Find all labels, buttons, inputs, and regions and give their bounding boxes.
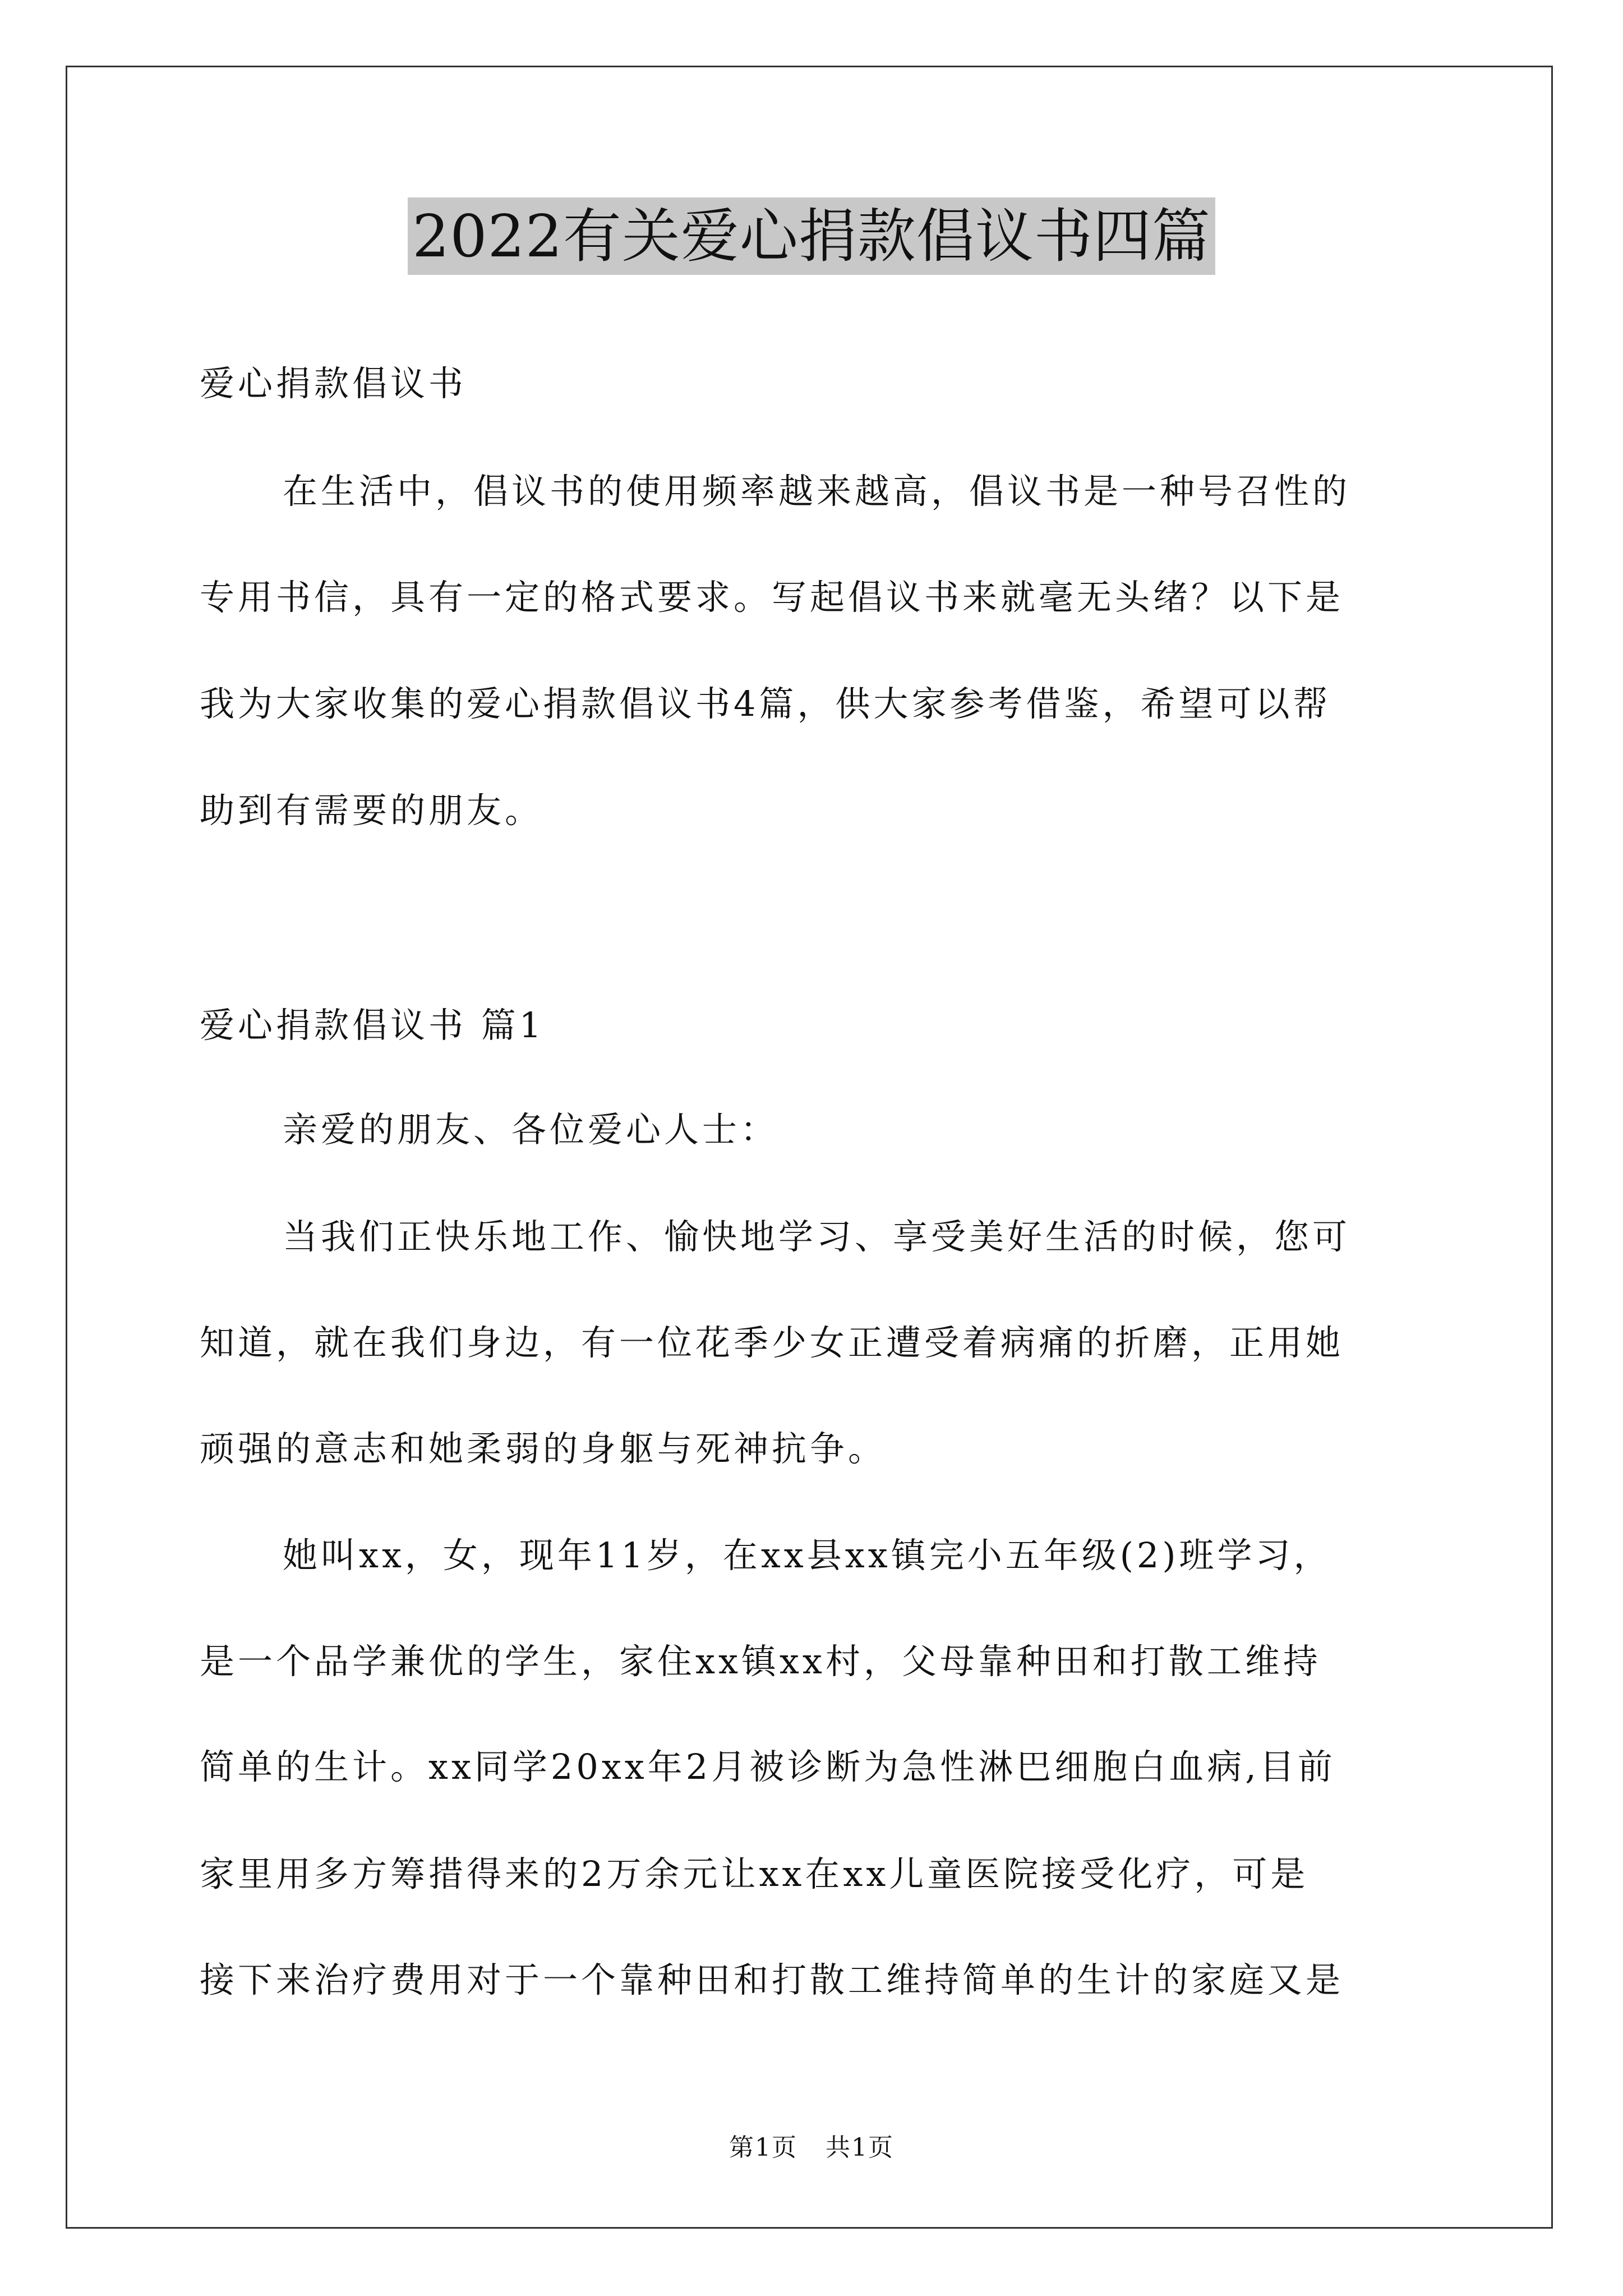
intro-line-3: 我为大家收集的爱心捐款倡议书4篇，供大家参考借鉴，希望可以帮 [200,683,1331,724]
para2-line-5: 接下来治疗费用对于一个靠种田和打散工维持简单的生计的家庭又是 [200,1959,1344,2000]
intro-line-2: 专用书信，具有一定的格式要求。写起倡议书来就毫无头绪？以下是 [200,577,1344,618]
page-number: 第1页 [729,2133,797,2162]
part1-heading: 爱心捐款倡议书 篇1 [200,1005,545,1046]
page-footer [0,2127,1623,2163]
para1-line-1: 当我们正快乐地工作、愉快地学习、享受美好生活的时候，您可 [283,1216,1351,1257]
para1-line-2: 知道，就在我们身边，有一位花季少女正遭受着病痛的折磨，正用她 [200,1322,1344,1363]
intro-line-1: 在生活中，倡议书的使用频率越来越高，倡议书是一种号召性的 [283,471,1351,512]
para2-line-4: 家里用多方筹措得来的2万余元让xx在xx儿童医院接受化疗，可是 [200,1853,1309,1894]
para2-line-3: 简单的生计。xx同学20xx年2月被诊断为急性淋巴细胞白血病,目前 [200,1746,1336,1787]
intro-heading: 爱心捐款倡议书 [200,363,467,404]
para1-line-3: 顽强的意志和她柔弱的身躯与死神抗争。 [200,1428,887,1469]
document-title: 2022有关爱心捐款倡议书四篇 [408,197,1215,275]
para2-line-2: 是一个品学兼优的学生，家住xx镇xx村，父母靠种田和打散工维持 [200,1641,1321,1682]
page-total: 共1页 [826,2133,894,2162]
title-container [0,197,1623,275]
para2-line-1: 她叫xx，女，现年11岁，在xx县xx镇完小五年级(2)班学习， [283,1535,1332,1576]
intro-line-4: 助到有需要的朋友。 [200,790,543,831]
salutation: 亲爱的朋友、各位爱心人士： [283,1109,779,1150]
